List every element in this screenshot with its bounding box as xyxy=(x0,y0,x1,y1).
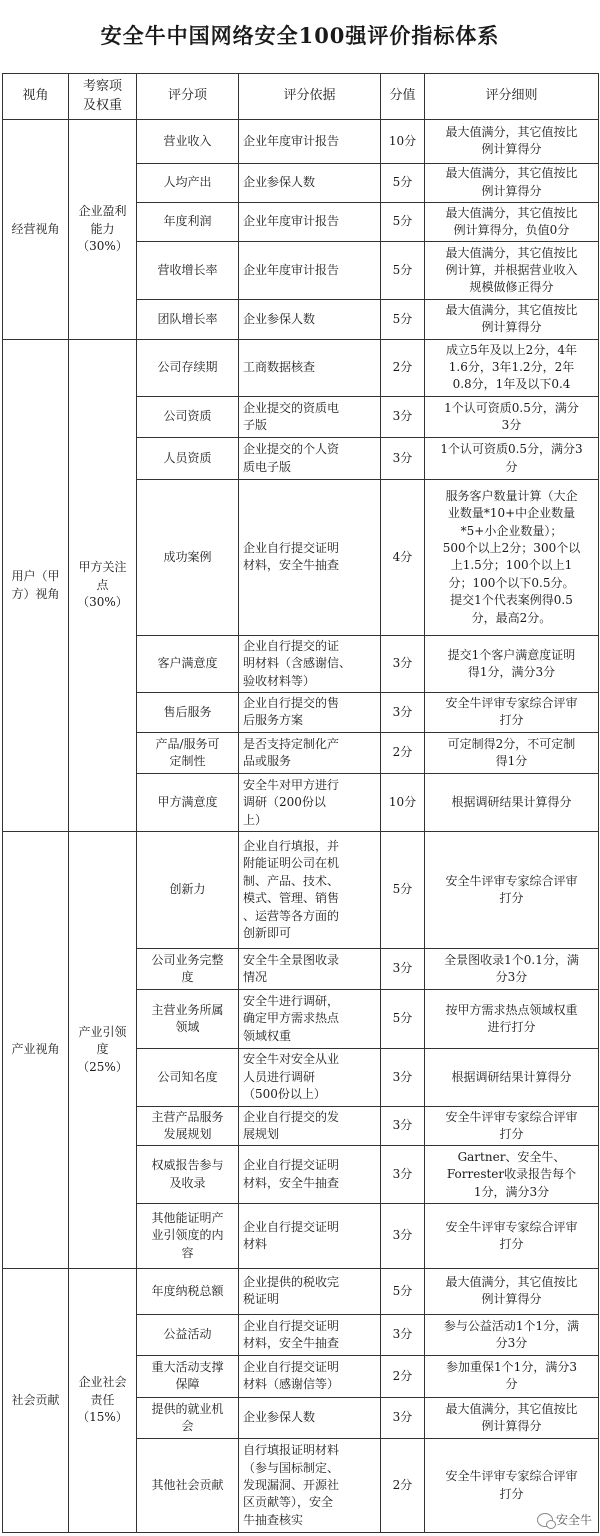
detail-cell: 参加重保1个1分，满分3 分 xyxy=(425,1356,599,1398)
detail-cell: 最大值满分，其它值按比 例计算得分 xyxy=(425,1397,599,1439)
scoring-item-cell: 团队增长率 xyxy=(137,300,239,339)
basis-cell: 安全牛全景图收录 情况 xyxy=(239,948,381,990)
basis-cell: 是否支持定制化产 品或服务 xyxy=(239,732,381,774)
scoring-item-cell: 重大活动支撑 保障 xyxy=(137,1356,239,1398)
scoring-item-cell: 年度纳税总额 xyxy=(137,1268,239,1314)
score-cell: 5分 xyxy=(381,300,425,339)
detail-cell: 最大值满分，其它值按比 例计算得分 xyxy=(425,163,599,202)
scoring-item-cell: 人均产出 xyxy=(137,163,239,202)
basis-cell: 企业自行提交的售 后服务方案 xyxy=(239,693,381,732)
score-cell: 2分 xyxy=(381,732,425,774)
basis-cell: 安全牛进行调研， 确定甲方需求热点 领域权重 xyxy=(239,990,381,1048)
detail-cell: 安全牛评审专家综合评审 打分 xyxy=(425,1204,599,1268)
header-row xyxy=(3,74,599,120)
detail-cell: 1个认可资质0.5分，满分3 分 xyxy=(425,438,599,480)
detail-cell: 可定制得2分，不可定制 得1分 xyxy=(425,732,599,774)
detail-cell: 最大值满分，其它值按比 例计算，并根据营业收入 规模做修正得分 xyxy=(425,242,599,300)
score-cell: 5分 xyxy=(381,832,425,948)
basis-cell: 企业年度审计报告 xyxy=(239,120,381,164)
score-cell: 3分 xyxy=(381,438,425,480)
detail-cell: 根据调研结果计算得分 xyxy=(425,774,599,832)
scoring-item-cell: 产品/服务可 定制性 xyxy=(137,732,239,774)
header-perspective: 视角 xyxy=(3,74,69,120)
scoring-item-cell: 公司知名度 xyxy=(137,1048,239,1106)
detail-cell: 安全牛评审专家综合评审 打分 xyxy=(425,1106,599,1145)
scoring-item-cell: 年度利润 xyxy=(137,202,239,241)
scoring-item-cell: 公司存续期 xyxy=(137,339,239,396)
basis-cell: 企业参保人数 xyxy=(239,300,381,339)
detail-cell: 安全牛评审专家综合评审 打分 xyxy=(425,832,599,948)
scoring-item-cell: 客户满意度 xyxy=(137,635,239,692)
scoring-item-cell: 公益活动 xyxy=(137,1314,239,1356)
basis-cell: 安全牛对甲方进行 调研（200份以 上） xyxy=(239,774,381,832)
perspective-cell: 经营视角 xyxy=(3,120,69,340)
basis-cell: 企业自行提交的发 展规划 xyxy=(239,1106,381,1145)
detail-cell: 服务客户数量计算（大企 业数量*10+中企业数量 *5+小企业数量）； 500个以上2分；300个以 上1.5分；100个以上1 分；100个以下0.5分。 提交1个代表案例得0.5 分，最高2分。 xyxy=(425,480,599,636)
header-detail: 评分细则 xyxy=(425,74,599,120)
detail-cell: 最大值满分，其它值按比 例计算得分，负值0分 xyxy=(425,202,599,241)
basis-cell: 企业参保人数 xyxy=(239,163,381,202)
score-cell: 10分 xyxy=(381,120,425,164)
detail-cell: 成立5年及以上2分，4年 1.6分，3年1.2分，2年 0.8分，1年及以下0.4 xyxy=(425,339,599,396)
score-cell: 3分 xyxy=(381,1146,425,1204)
score-cell: 3分 xyxy=(381,1397,425,1439)
scoring-item-cell: 营业收入 xyxy=(137,120,239,164)
score-cell: 3分 xyxy=(381,948,425,990)
scoring-item-cell: 创新力 xyxy=(137,832,239,948)
header-score: 分值 xyxy=(381,74,425,120)
score-cell: 2分 xyxy=(381,1356,425,1398)
basis-cell: 企业自行提交证明 材料，安全牛抽查 xyxy=(239,1146,381,1204)
basis-cell: 企业自行提交证明 材料（感谢信等） xyxy=(239,1356,381,1398)
basis-cell: 企业自行提交证明 材料，安全牛抽查 xyxy=(239,1314,381,1356)
scoring-item-cell: 其他能证明产 业引领度的内 容 xyxy=(137,1204,239,1268)
basis-cell: 企业提供的税收完 税证明 xyxy=(239,1268,381,1314)
basis-cell: 企业参保人数 xyxy=(239,1397,381,1439)
wechat-icon xyxy=(537,1513,553,1527)
basis-cell: 企业自行提交的证 明材料（含感谢信、 验收材料等） xyxy=(239,635,381,692)
detail-cell: 提交1个客户满意度证明 得1分，满分3分 xyxy=(425,635,599,692)
item-weight-cell: 甲方关注 点 （30%） xyxy=(69,339,137,832)
scoring-item-cell: 售后服务 xyxy=(137,693,239,732)
basis-cell: 企业年度审计报告 xyxy=(239,242,381,300)
basis-cell: 企业自行填报，并 附能证明公司在机 制、产品、技术、 模式、管理、销售 、运营等各方面的 创新即可 xyxy=(239,832,381,948)
evaluation-table xyxy=(2,73,599,1533)
score-cell: 2分 xyxy=(381,339,425,396)
score-cell: 3分 xyxy=(381,1048,425,1106)
header-scoring-item: 评分项 xyxy=(137,74,239,120)
score-cell: 10分 xyxy=(381,774,425,832)
scoring-item-cell: 成功案例 xyxy=(137,480,239,636)
basis-cell: 企业自行提交证明 材料，安全牛抽查 xyxy=(239,480,381,636)
score-cell: 3分 xyxy=(381,1204,425,1268)
item-weight-cell: 企业盈利 能力 （30%） xyxy=(69,120,137,340)
header-basis: 评分依据 xyxy=(239,74,381,120)
scoring-item-cell: 人员资质 xyxy=(137,438,239,480)
score-cell: 2分 xyxy=(381,1439,425,1533)
score-cell: 3分 xyxy=(381,1106,425,1145)
score-cell: 3分 xyxy=(381,635,425,692)
detail-cell: 最大值满分，其它值按比 例计算得分 xyxy=(425,120,599,164)
detail-cell: 安全牛评审专家综合评审 打分 xyxy=(425,693,599,732)
watermark xyxy=(535,1511,594,1528)
table-row xyxy=(3,832,599,948)
basis-cell: 企业自行提交证明 材料 xyxy=(239,1204,381,1268)
table-row xyxy=(3,1268,599,1314)
item-weight-cell: 企业社会 责任 （15%） xyxy=(69,1268,137,1532)
detail-cell: 最大值满分，其它值按比 例计算得分 xyxy=(425,1268,599,1314)
scoring-item-cell: 公司资质 xyxy=(137,396,239,438)
scoring-item-cell: 主营业务所属 领域 xyxy=(137,990,239,1048)
basis-cell: 自行填报证明材料 （参与国标制定、 发现漏洞、开源社 区贡献等），安全 牛抽查核实 xyxy=(239,1439,381,1533)
detail-cell: 最大值满分，其它值按比 例计算得分 xyxy=(425,300,599,339)
page-title: 安全牛中国网络安全100强评价指标体系 xyxy=(100,23,500,48)
basis-cell: 企业提交的个人资 质电子版 xyxy=(239,438,381,480)
perspective-cell: 社会贡献 xyxy=(3,1268,69,1532)
score-cell: 3分 xyxy=(381,693,425,732)
detail-cell: 安全牛评审专家综合评审 打分 xyxy=(425,1439,599,1533)
score-cell: 5分 xyxy=(381,242,425,300)
basis-cell: 企业提交的资质电 子版 xyxy=(239,396,381,438)
detail-cell: 根据调研结果计算得分 xyxy=(425,1048,599,1106)
watermark-text: 安全牛 xyxy=(555,1513,592,1527)
perspective-cell: 产业视角 xyxy=(3,832,69,1268)
scoring-item-cell: 甲方满意度 xyxy=(137,774,239,832)
score-cell: 5分 xyxy=(381,1268,425,1314)
scoring-item-cell: 营收增长率 xyxy=(137,242,239,300)
scoring-item-cell: 权威报告参与 及收录 xyxy=(137,1146,239,1204)
scoring-item-cell: 公司业务完整 度 xyxy=(137,948,239,990)
score-cell: 5分 xyxy=(381,202,425,241)
detail-cell: 1个认可资质0.5分，满分 3分 xyxy=(425,396,599,438)
basis-cell: 企业年度审计报告 xyxy=(239,202,381,241)
score-cell: 4分 xyxy=(381,480,425,636)
score-cell: 3分 xyxy=(381,1314,425,1356)
detail-cell: Gartner、安全牛、 Forrester收录报告每个 1分，满分3分 xyxy=(425,1146,599,1204)
score-cell: 3分 xyxy=(381,396,425,438)
score-cell: 5分 xyxy=(381,990,425,1048)
basis-cell: 工商数据核查 xyxy=(239,339,381,396)
item-weight-cell: 产业引领 度 （25%） xyxy=(69,832,137,1268)
table-row xyxy=(3,120,599,164)
table-row xyxy=(3,339,599,396)
table-body xyxy=(3,120,599,1533)
score-cell: 5分 xyxy=(381,163,425,202)
scoring-item-cell: 提供的就业机 会 xyxy=(137,1397,239,1439)
detail-cell: 参与公益活动1个1分，满 分3分 xyxy=(425,1314,599,1356)
scoring-item-cell: 主营产品服务 发展规划 xyxy=(137,1106,239,1145)
basis-cell: 安全牛对安全从业 人员进行调研 （500份以上） xyxy=(239,1048,381,1106)
detail-cell: 按甲方需求热点领域权重 进行打分 xyxy=(425,990,599,1048)
scoring-item-cell: 其他社会贡献 xyxy=(137,1439,239,1533)
perspective-cell: 用户（甲 方）视角 xyxy=(3,339,69,832)
detail-cell: 全景图收录1个0.1分，满 分3分 xyxy=(425,948,599,990)
header-item-weight: 考察项 及权重 xyxy=(69,74,137,120)
